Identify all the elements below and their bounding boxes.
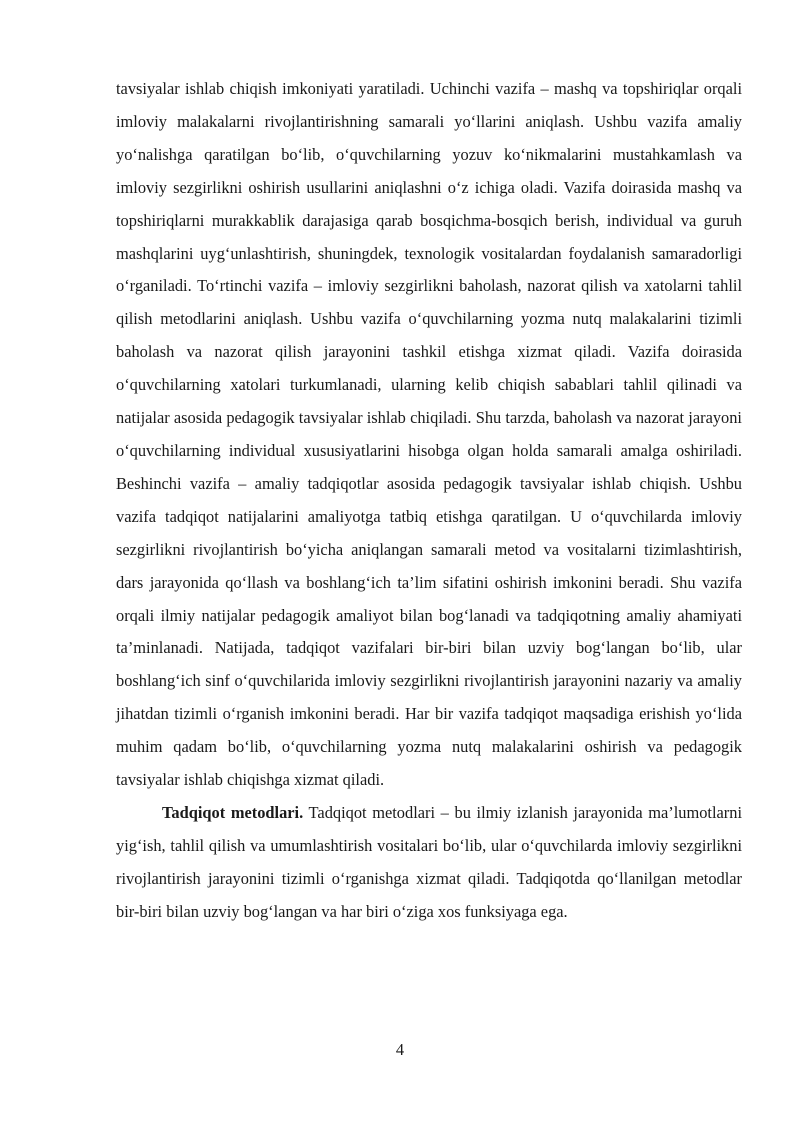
paragraph-2-text: Tadqiqot metodlari – bu ilmiy izlanish jarayonida ma’lumotlarni yig‘ish, tahlil qilish va umumlashtirish vositalari bo‘lib, ular o‘quvchilarda imloviy sezgirlikni rivojlantirish jarayonini tizimli o‘rganishga xizmat qiladi. Tadqiqotda qo‘llanilgan metodlar bir-biri bilan uzviy bog‘langan va har biri o‘ziga xos funksiyaga ega.: [116, 802, 743, 921]
body-paragraph-2: [116, 797, 742, 929]
section-heading-inline: Tadqiqot metodlari.: [162, 802, 304, 822]
body-paragraph-1: [116, 73, 742, 797]
paragraph-1-text: tavsiyalar ishlab chiqish imkoniyati yaratiladi. Uchinchi vazifa – mashq va topshiriqlar orqali imloviy malakalarni rivojlantirishning samarali yo‘llarini aniqlash. Ushbu vazifa amaliy yo‘nalishga qaratilgan bo‘lib, o‘quvchilarning yozuv ko‘nikmalarini mustahkamlash va imloviy sezgirlikni oshirish usullarini aniqlashni o‘z ichiga oladi. Vazifa doirasida mashq va topshiriqlarni murakkablik darajasiga qarab bosqichma-bosqich berish, individual va guruh mashqlarini uyg‘unlashtirish, shuningdek, texnologik vositalardan foydalanish samaradorligi o‘rganiladi. To‘rtinchi vazifa – imloviy sezgirlikni baholash, nazorat qilish va xatolarni tahlil qilish metodlarini aniqlash. Ushbu vazifa o‘quvchilarning yozma nutq malakalarini tizimli baholash va nazorat qilish jarayonini tashkil etishga xizmat qiladi. Vazifa doirasida o‘quvchilarning xatolari turkumlanadi, ularning kelib chiqish sabablari tahlil qilinadi va natijalar asosida pedagogik tavsiyalar ishlab chiqiladi. Shu tarzda, baholash va nazorat jarayoni o‘quvchilarning individual xususiyatlarini hisobga olgan holda samarali amalga oshiriladi. Beshinchi vazifa – amaliy tadqiqotlar asosida pedagogik tavsiyalar ishlab chiqish. Ushbu vazifa tadqiqot natijalarini amaliyotga tatbiq etishga qaratilgan. U o‘quvchilarda imloviy sezgirlikni rivojlantirish bo‘yicha aniqlangan samarali metod va vositalarni tizimlashtirish, dars jarayonida qo‘llash va boshlang‘ich ta’lim sifatini oshirish imkonini beradi. Shu vazifa orqali ilmiy natijalar pedagogik amaliyot bilan bog‘lanadi va tadqiqotning amaliy ahamiyati ta’minlanadi. Natijada, tadqiqot vazifalari bir-biri bilan uzviy bog‘langan bo‘lib, ular boshlang‘ich sinf o‘quvchilarida imloviy sezgirlikni rivojlantirish jarayonini nazariy va amaliy jihatdan tizimli o‘rganish imkonini beradi. Har bir vazifa tadqiqot maqsadiga erishish yo‘lida muhim qadam bo‘lib, o‘quvchilarning yozma nutq malakalarini oshirish va pedagogik tavsiyalar ishlab chiqishga xizmat qiladi.: [116, 79, 742, 790]
page-number: 4: [395, 1040, 405, 1059]
